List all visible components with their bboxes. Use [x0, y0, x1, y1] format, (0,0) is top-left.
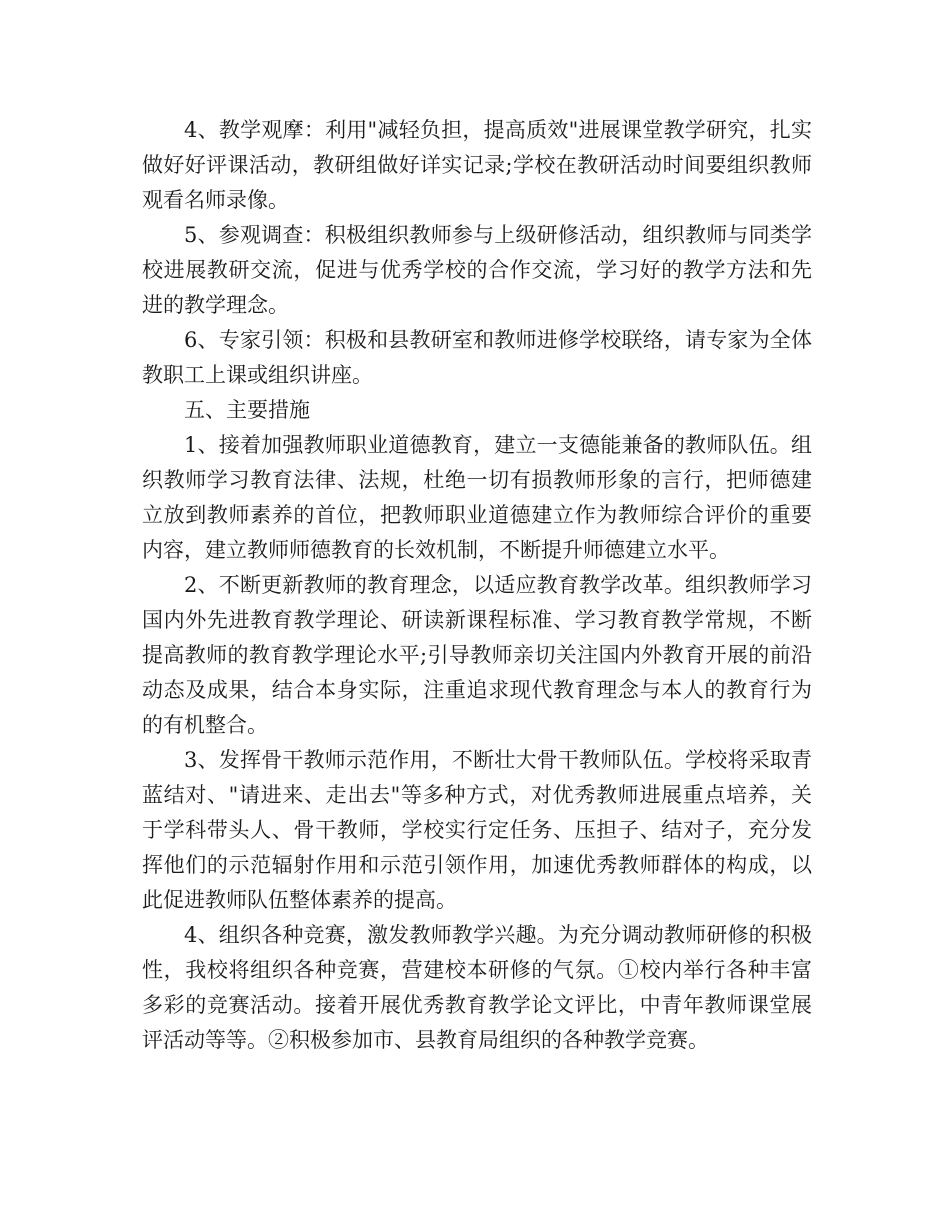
- section-heading-main-measures: 五、主要措施: [184, 398, 310, 422]
- paragraph-measure-3: 3、发挥骨干教师示范作用，不断壮大骨干教师队伍。学校将采取青蓝结对、"请进来、走出去"等多种方式，对优秀教师进展重点培养，关于学科带头人、骨干教师，学校实行定任务、压担子、结对子，充分发挥他们的示范辐射作用和示范引领作用，加速优秀教师群体的构成，以此促进教师队伍整体素养的提高。: [142, 748, 812, 912]
- paragraph-measure-1: 1、接着加强教师职业道德教育，建立一支德能兼备的教师队伍。组织教师学习教育法律、法规，杜绝一切有损教师形象的言行，把师德建立放到教师素养的首位，把教师职业道德建立作为教师综合评价的重要内容，建立教师师德教育的长效机制，不断提升师德建立水平。: [142, 433, 812, 562]
- paragraph-measure-2: 2、不断更新教师的教育理念，以适应教育教学改革。组织教师学习国内外先进教育教学理论、研读新课程标准、学习教育教学常规，不断提高教师的教育教学理论水平;引导教师亲切关注国内外教育开展的前沿动态及成果，结合本身实际，注重追求现代教育理念与本人的教育行为的有机整合。: [142, 573, 812, 737]
- paragraph-expert-guidance: 6、专家引领：积极和县教研室和教师进修学校联络，请专家为全体教职工上课或组织讲座。: [142, 328, 812, 387]
- paragraph-observation: 4、教学观摩：利用"减轻负担，提高质效"进展课堂教学研究，扎实做好好评课活动，教研组做好详实记录;学校在教研活动时间要组织教师观看名师录像。: [142, 118, 812, 212]
- paragraph-visit-survey: 5、参观调查：积极组织教师参与上级研修活动，组织教师与同类学校进展教研交流，促进与优秀学校的合作交流，学习好的教学方法和先进的教学理念。: [142, 223, 812, 317]
- paragraph-measure-4: 4、组织各种竞赛，激发教师教学兴趣。为充分调动教师研修的积极性，我校将组织各种竞赛，营建校本研修的气氛。①校内举行各种丰富多彩的竞赛活动。接着开展优秀教育教学论文评比，中青年教师课堂展评活动等等。②积极参加市、县教育局组织的各种教学竞赛。: [142, 923, 812, 1052]
- document-body: [142, 113, 812, 1058]
